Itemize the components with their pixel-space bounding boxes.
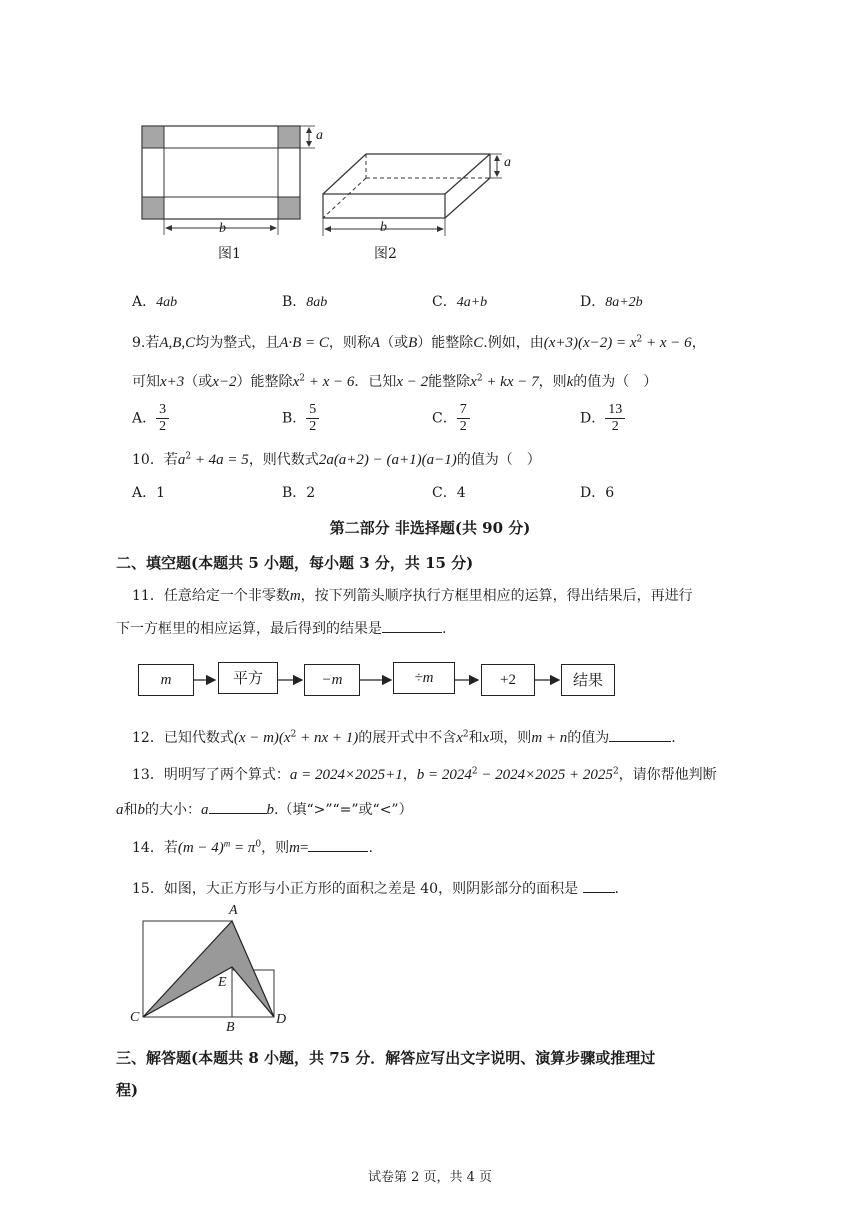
option-value: 8a+2b: [605, 295, 643, 310]
superscript: 2: [476, 373, 483, 384]
denominator: 2: [459, 419, 467, 434]
superscript: 0: [255, 839, 262, 850]
q9-option-a[interactable]: [132, 402, 169, 435]
text: ．已知: [354, 374, 397, 390]
text: 12．已知代数式: [132, 730, 234, 746]
math: x+3: [160, 374, 185, 390]
math: a: [201, 802, 209, 818]
flow-box-divide-m: ÷m: [393, 662, 455, 694]
flow-box-plus-2: +2: [481, 664, 535, 696]
text: .例如，由: [483, 335, 544, 351]
q15-label-C: C: [130, 1010, 140, 1025]
math: (m − 4): [177, 840, 224, 856]
option-letter: D．: [580, 485, 606, 501]
text: 的大小：: [145, 802, 201, 818]
text: 项，则: [489, 730, 532, 746]
math: b: [137, 802, 145, 818]
q9-number: 9.: [132, 335, 146, 351]
text: .（填“>”“=”或“<”）: [274, 802, 413, 818]
text: （或: [184, 374, 213, 390]
denominator: 2: [611, 419, 619, 434]
text: ，: [402, 767, 417, 783]
math: + kx − 7: [482, 374, 539, 390]
math: x: [470, 374, 477, 390]
flow-box-square: 平方: [218, 662, 278, 694]
q8-option-b[interactable]: [282, 292, 327, 313]
part2-title: 第二部分 非选择题(共 90 分): [329, 519, 531, 537]
math: + nx + 1): [296, 730, 359, 746]
section3-heading-line-2: 程): [116, 1081, 139, 1099]
option-letter: A．: [132, 485, 157, 501]
flow-box-result: 结果: [561, 664, 615, 696]
superscript: 2: [299, 373, 305, 384]
text: 15．如图，大正方形与小正方形的面积之差是 40，则阴影部分的面积是: [132, 881, 579, 897]
text: ，则称: [328, 335, 371, 351]
q15-label-B: B: [226, 1020, 235, 1035]
page-footer: 试卷第 2 页，共 4 页: [367, 1170, 493, 1185]
math: 2a(a+2) − (a+1)(a−1): [318, 452, 457, 468]
math: m: [289, 840, 300, 856]
text: 下一方框里的相应运算，最后得到的结果是: [116, 621, 382, 637]
option-value: 6: [605, 485, 615, 501]
option-letter: D．: [580, 294, 606, 310]
superscript: m: [223, 838, 231, 849]
q13-line-2: [116, 799, 413, 820]
answer-blank[interactable]: [308, 837, 368, 852]
q11-line-2: [116, 618, 446, 639]
math: m + n: [531, 730, 568, 746]
text: 14．若: [132, 840, 178, 856]
q10-stem: [132, 450, 541, 470]
text: 均为整式，且: [195, 335, 280, 351]
numerator: 5: [306, 402, 319, 419]
q15-label-E: E: [218, 975, 227, 990]
math: x−2: [212, 374, 237, 390]
math: m: [289, 588, 301, 604]
math: A: [370, 335, 381, 351]
q9-line-1: [132, 333, 706, 353]
text: 的值为（ ）: [456, 452, 541, 468]
text: 若: [163, 452, 178, 468]
q10-number: 10．: [132, 452, 164, 468]
math: x: [456, 730, 463, 746]
q10-option-b[interactable]: [282, 483, 315, 503]
text: 的展开式中不含: [358, 730, 457, 746]
numerator: 7: [457, 402, 470, 419]
text: ，则代数式: [248, 452, 319, 468]
text: 若: [145, 335, 160, 351]
option-letter: A．: [132, 294, 157, 310]
text: .: [368, 840, 373, 856]
math: a = 2024×2025+1: [289, 767, 403, 783]
text: .: [614, 881, 619, 897]
q12: [132, 727, 676, 748]
q10-option-c[interactable]: [432, 483, 466, 503]
q15-label-D: D: [276, 1012, 287, 1027]
option-value: 4ab: [156, 295, 178, 310]
math: a: [116, 802, 124, 818]
q8-option-a[interactable]: [132, 292, 177, 313]
math: x: [292, 374, 300, 390]
text: .: [671, 730, 676, 746]
text: ，则: [538, 374, 567, 390]
option-value: 4: [456, 485, 466, 501]
superscript: 2: [185, 451, 192, 462]
section3-heading-line-1: 三、解答题(本题共 8 小题，共 75 分．解答应写出文字说明、演算步骤或推理过: [116, 1049, 656, 1067]
figure-2-open-box: [318, 148, 518, 248]
q8-option-c[interactable]: [432, 292, 487, 313]
answer-blank[interactable]: [609, 727, 671, 742]
math: A,B,C: [159, 335, 196, 351]
math: − 2024×2025 + 2025: [477, 767, 613, 783]
answer-blank[interactable]: [382, 618, 442, 633]
text: ，请你帮他判断: [618, 767, 717, 783]
numerator: 3: [156, 402, 169, 419]
option-letter: B．: [282, 485, 307, 501]
math: A·B = C: [279, 335, 329, 351]
section2-heading: 二、填空题(本题共 5 小题，每小题 3 分，共 15 分): [116, 554, 474, 572]
q9-line-2: [132, 372, 657, 392]
superscript: 2: [462, 729, 469, 740]
math: + 4a = 5: [191, 452, 249, 468]
flow-box-m: m: [138, 664, 194, 696]
flow-arrows: [130, 660, 630, 700]
denominator: 2: [159, 419, 167, 434]
text: 13．明明写了两个算式：: [132, 767, 290, 783]
option-value: 4a+b: [456, 295, 488, 310]
math: (x+3)(x−2) = x: [543, 335, 637, 351]
answer-blank[interactable]: [209, 799, 267, 814]
q9-option-d[interactable]: [580, 402, 625, 435]
option-value: 8ab: [306, 295, 328, 310]
math: =: [300, 840, 309, 856]
option-letter: C．: [432, 410, 457, 427]
superscript: 2: [612, 766, 619, 777]
option-value: 1: [156, 485, 166, 501]
q15-figure-squares: [125, 905, 295, 1040]
numerator: 13: [605, 402, 625, 419]
superscript: 2: [636, 334, 643, 345]
answer-blank[interactable]: [583, 878, 615, 893]
denominator: 2: [309, 419, 317, 434]
fraction: [457, 402, 470, 435]
option-letter: A．: [132, 410, 157, 427]
flow-box-minus-m: −m: [304, 664, 360, 696]
fig2-label-a: a: [504, 155, 511, 170]
fraction: [605, 402, 625, 435]
q9-option-c[interactable]: [432, 402, 470, 435]
option-letter: B．: [282, 410, 307, 427]
math: C: [473, 335, 484, 351]
superscript: 2: [471, 766, 478, 777]
math: + x − 6: [304, 374, 355, 390]
q9-option-b[interactable]: [282, 402, 319, 435]
option-letter: C．: [432, 294, 457, 310]
fig2-label-b: b: [380, 220, 387, 235]
q10-option-a[interactable]: [132, 483, 165, 503]
q15-label-A: A: [229, 903, 238, 918]
text: （或: [380, 335, 409, 351]
fig1-label-b: b: [219, 221, 226, 236]
text: 和: [123, 802, 138, 818]
math: x − 2: [396, 374, 429, 390]
text: 的值为（ ）: [573, 374, 658, 390]
q14: [132, 837, 373, 858]
fig1-label-a: a: [316, 128, 323, 143]
option-letter: C．: [432, 485, 457, 501]
fig1-caption: 图1: [218, 246, 241, 262]
text: ）能整除: [236, 374, 293, 390]
option-letter: B．: [282, 294, 307, 310]
option-letter: D．: [580, 410, 606, 427]
superscript: 2: [290, 729, 297, 740]
text: 能整除: [428, 374, 471, 390]
text: ，: [691, 335, 706, 351]
q13-line-1: [132, 765, 717, 785]
text: .: [442, 621, 447, 637]
fig2-caption: 图2: [374, 246, 397, 262]
option-value: 2: [306, 485, 316, 501]
text: 11．任意给定一个非零数: [132, 588, 290, 604]
math: B: [408, 335, 418, 351]
q8-option-d[interactable]: [580, 292, 643, 313]
math: = π: [230, 840, 256, 856]
math: b: [266, 802, 274, 818]
q11-line-1: [132, 586, 693, 606]
text: ，按下列箭头顺序执行方框里相应的运算，得出结果后，再进行: [300, 588, 693, 604]
text: ，则: [261, 840, 290, 856]
q15-stem: [132, 878, 619, 899]
math: (x − m)(x: [233, 730, 291, 746]
text: 的值为: [567, 730, 610, 746]
q10-option-d[interactable]: [580, 483, 614, 503]
text: 和: [468, 730, 483, 746]
fraction: [306, 402, 319, 435]
math: b = 2024: [416, 767, 472, 783]
text: 可知: [132, 374, 160, 390]
text: ）能整除: [417, 335, 474, 351]
math: a: [177, 452, 186, 468]
fraction: [156, 402, 169, 435]
math: k: [566, 374, 574, 390]
math: + x − 6: [642, 335, 692, 351]
math: x: [482, 730, 490, 746]
